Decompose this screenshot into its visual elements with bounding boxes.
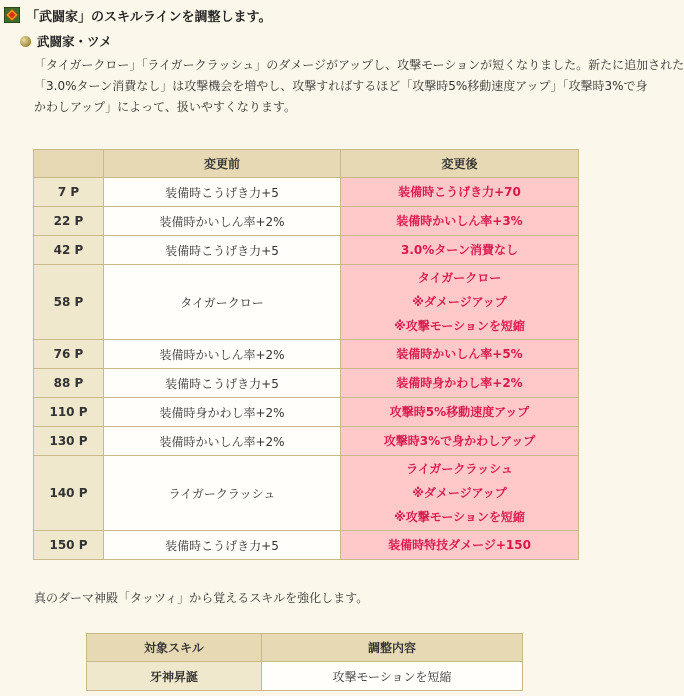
- row-before: 装備時身かわし率+2%: [104, 398, 341, 427]
- table-row: [34, 531, 579, 560]
- table-header-after: 変更後: [341, 150, 579, 178]
- description-line: 「3.0%ターン消費なし」は攻撃機会を増やし、攻撃すればするほど「攻撃時5%移動速度アップ」「攻撃時3%で身: [34, 79, 648, 93]
- after-line: 装備時身かわし率+2%: [396, 376, 523, 390]
- row-after: [341, 236, 579, 265]
- after-line: 攻撃時5%移動速度アップ: [389, 405, 530, 419]
- table-row: [34, 369, 579, 398]
- table-row: [34, 456, 579, 531]
- row-level: 130 P: [34, 427, 104, 456]
- row-level: 110 P: [34, 398, 104, 427]
- row-after: [341, 427, 579, 456]
- after-line: ※攻撃モーションを短縮: [394, 319, 525, 333]
- after-line: 装備時かいしん率+5%: [396, 347, 523, 361]
- row-before: 装備時こうげき力+5: [104, 178, 341, 207]
- section-description: [34, 55, 684, 118]
- target-skill-content: 攻撃モーションを短縮: [262, 662, 523, 691]
- row-level: 150 P: [34, 531, 104, 560]
- row-level: 88 P: [34, 369, 104, 398]
- bullet-icon: [20, 36, 31, 47]
- after-line: 装備時特技ダメージ+150: [388, 538, 531, 552]
- table-row: [34, 398, 579, 427]
- table-row: [34, 178, 579, 207]
- skill-note: 真のダーマ神殿「タッツィ」から覚えるスキルを強化します。: [34, 591, 369, 605]
- sub-section-header: [20, 33, 112, 49]
- table-row: [34, 265, 579, 340]
- after-line: ライガークラッシュ: [406, 462, 513, 476]
- row-after: [341, 456, 579, 531]
- page-title: 「武闘家」のスキルラインを調整します。: [26, 9, 272, 25]
- row-level: 22 P: [34, 207, 104, 236]
- table-header-blank: [34, 150, 104, 178]
- table-header-before: 変更前: [104, 150, 341, 178]
- row-after: [341, 178, 579, 207]
- after-line: ※攻撃モーションを短縮: [394, 510, 525, 524]
- row-before: 装備時かいしん率+2%: [104, 207, 341, 236]
- row-after: [341, 265, 579, 340]
- section-header: [4, 4, 304, 26]
- section-title: 武闘家・ツメ: [37, 34, 112, 49]
- table-row: [87, 662, 523, 691]
- target-skill-name: 牙神昇誕: [87, 662, 262, 691]
- after-line: タイガークロー: [417, 271, 502, 285]
- row-before: ライガークラッシュ: [104, 456, 341, 531]
- target-skill-table: [86, 633, 523, 691]
- row-level: 7 P: [34, 178, 104, 207]
- after-line: ※ダメージアップ: [412, 486, 507, 500]
- diamond-icon: [4, 7, 20, 23]
- row-after: [341, 369, 579, 398]
- table-row: [34, 427, 579, 456]
- row-before: 装備時かいしん率+2%: [104, 340, 341, 369]
- after-line: 攻撃時3%で身かわしアップ: [383, 434, 536, 448]
- after-line: ※ダメージアップ: [412, 295, 507, 309]
- row-before: タイガークロー: [104, 265, 341, 340]
- row-before: 装備時こうげき力+5: [104, 531, 341, 560]
- row-before: 装備時こうげき力+5: [104, 369, 341, 398]
- row-before: 装備時こうげき力+5: [104, 236, 341, 265]
- table-header-content: 調整内容: [262, 634, 523, 662]
- description-line: 「タイガークロー」「ライガークラッシュ」のダメージがアップし、攻撃モーションが短くなりました。新たに追加された: [34, 58, 684, 72]
- row-after: [341, 207, 579, 236]
- table-row: [34, 340, 579, 369]
- row-level: 58 P: [34, 265, 104, 340]
- after-line: 装備時かいしん率+3%: [396, 214, 523, 228]
- row-after: [341, 531, 579, 560]
- table-row: [34, 207, 579, 236]
- row-level: 140 P: [34, 456, 104, 531]
- skill-change-table: [33, 149, 579, 560]
- after-line: 装備時こうげき力+70: [398, 185, 521, 199]
- row-before: 装備時かいしん率+2%: [104, 427, 341, 456]
- table-header-skill: 対象スキル: [87, 634, 262, 662]
- table-row: [34, 236, 579, 265]
- row-level: 76 P: [34, 340, 104, 369]
- after-line: 3.0%ターン消費なし: [400, 243, 519, 257]
- row-after: [341, 398, 579, 427]
- row-level: 42 P: [34, 236, 104, 265]
- row-after: [341, 340, 579, 369]
- description-line: かわしアップ」によって、扱いやすくなります。: [34, 100, 296, 114]
